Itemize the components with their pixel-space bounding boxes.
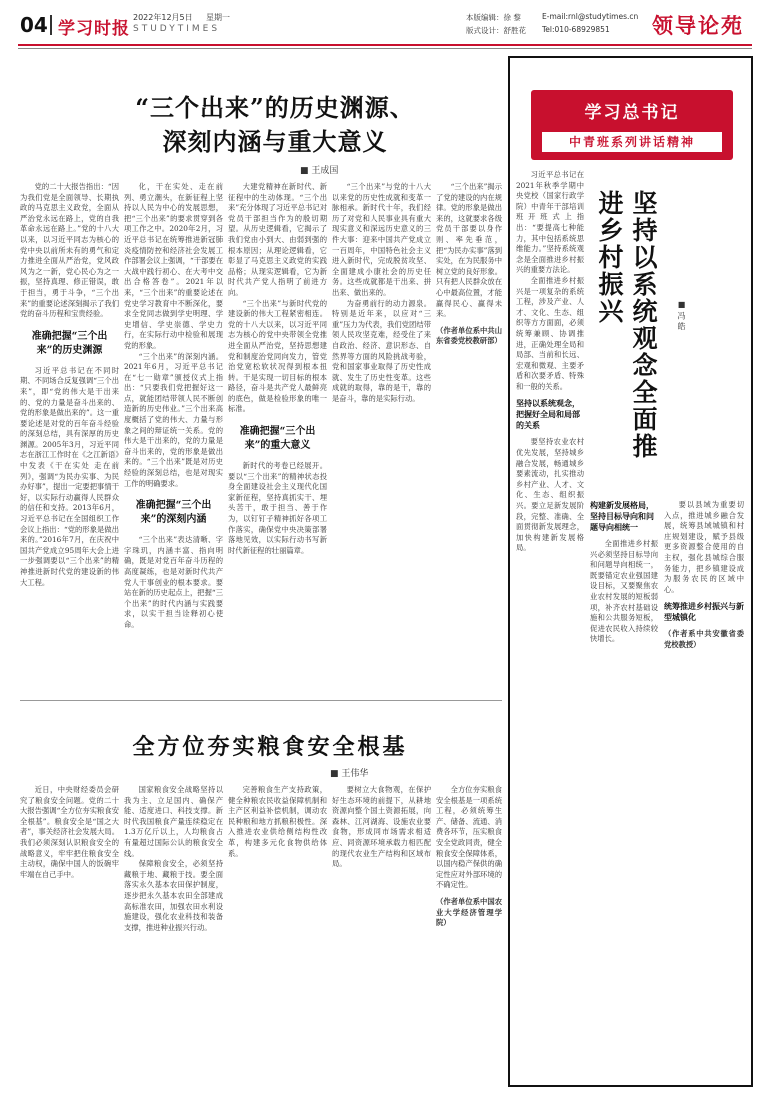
article2-paragraph: 近日，中央财经委员会研究了粮食安全问题。党的二十大报告强调“全方位夯实粮食安全根基”。粮食安全是“国之大者”，事关经济社会发展大局。我们必须深刻认识粮食安全的战略意义，牢牢把住粮食安全主动权，确保中国人的饭碗牢牢端在自己手中。	[20, 785, 119, 879]
sidebar-author	[676, 300, 687, 330]
article1-paragraph: 化，干在实处、走在前列、勇立潮头，在新征程上坚持以人民为中心的发展思想，把“三个出来”的要求贯穿到各项工作之中。2020年2月，习近平总书记在统筹推进新冠肺炎疫情防控和经济社会发展工作部署会议上强调，“干部要在大战中践行初心、在大考中交出合格答卷”。2021年以来，“三个出来”的重要论述在党史学习教育中不断深化，要求全党同志做到学史明理、学史增信、学史崇德、学史力行，在实际行动中检验和展现党的形象。	[124, 182, 223, 350]
article2-paragraph: 国家粮食安全战略坚持以我为主、立足国内、确保产能、适度进口、科技支撑。新时代我国粮食产量连续稳定在1.3万亿斤以上，人均粮食占有量超过国际公认的粮食安全线。	[124, 785, 223, 858]
article1-paragraph: “三个出来”表达清晰、字字珠玑，内涵丰富、指向明确，既是对党百年奋斗历程的高度凝练，也是对新时代共产党人干事创业的根本要求。要站在新的历史起点上，把握“三个出来”的时代内涵与实践要求，以实干担当诠释初心使命。	[124, 535, 223, 629]
article1-author	[300, 163, 338, 176]
sidebar-note: （作者系中共安徽省委党校教授）	[664, 629, 744, 649]
contact-email: E-mail:rnl@studytimes.cn	[542, 12, 639, 21]
editor-credit: 本版编辑：徐 黎	[466, 13, 521, 22]
article1-title-line1: “三个出来”的历史渊源、	[135, 93, 415, 122]
sidebar-col2	[590, 500, 658, 1075]
sidebar-paragraph: 习近平总书记在2021年秋季学期中央党校（国家行政学院）中青年干部培训班开班式上指出：“要提高七种能力，其中包括系统思维能力。”坚持系统观念是全面推进乡村振兴的重要方法论。	[516, 170, 584, 275]
article1-title-line2: 深刻内涵与重大意义	[162, 127, 388, 156]
sidebar-paragraph: 全面推进乡村振兴是一项复杂的系统工程，涉及产业、人才、文化、生态、组织等方方面面，必须统筹兼顾、协调推进，正确处理全局和局部、当前和长远、宏观和微观、主要矛盾和次要矛盾、特殊和一般的关系。	[516, 275, 584, 391]
author-mark-icon: ■	[677, 300, 686, 309]
sidebar-paragraph: 要以县域为重要切入点，推进城乡融合发展，统筹县域城镇和村庄规划建设，赋予县级更多资源整合使用的自主权，强化县城综合服务能力，把乡镇建设成为服务农民的区域中心。	[664, 500, 744, 594]
sidebar-paragraph: 全面推进乡村振兴必须坚持目标导向和问题导向相统一，既要锚定农业强国建设目标，又要聚焦农业农村发展的短板弱项，补齐农村基础设施和公共服务短板，促进农民收入持续较快增长。	[590, 539, 658, 644]
sidebar-subheading-1: 坚持以系统观念，把握好全局和局部的关系	[516, 398, 580, 431]
article1-paragraph: “三个出来”揭示了党的建设的内在规律。党的形象是做出来的，这就要求各级党员干部要以身作则、率先垂范，把“为民办实事”落到实处，在为民服务中树立党的良好形象。只有把人民群众放在心中最高位置，才能赢得民心、赢得未来。	[436, 182, 502, 319]
author-mark-icon: ■	[300, 166, 309, 176]
column-subtitle: 中青班系列讲话精神	[542, 132, 722, 152]
article1-author-name: 王成国	[311, 166, 339, 176]
article1-subheading-2: 准确把握“三个出来”的深刻内涵	[135, 500, 212, 526]
sidebar-subheading-3: 统筹推进乡村振兴与新型城镇化	[664, 601, 744, 623]
issue-date: 2022年12月5日	[133, 13, 193, 22]
article2-paragraph: 完善粮食生产支持政策，健全种粮农民收益保障机制和主产区利益补偿机制，调动农民种粮和地方抓粮积极性。深入推进农业供给侧结构性改革，构建多元化食物供给体系。	[228, 785, 327, 858]
paper-name: 学习时报	[58, 19, 130, 39]
article2-col3	[228, 785, 327, 1083]
header-rule-thin	[18, 48, 752, 49]
article1-paragraph: 大建党精神在新时代、新征程中的生动体现。“三个出来”充分体现了习近平总书记对党员干部担当作为的殷切期望。从历史逻辑看，它揭示了我们党由小到大、由弱到强的根本原因；从理论逻辑看，它彰显了马克思主义政党的实践品格；从现实逻辑看，它为新时代共产党人指明了前进方向。	[228, 182, 327, 297]
sidebar-col1	[516, 170, 584, 1075]
sidebar-subheading-2: 构建新发展格局，坚持目标导向和问题导向相统一	[590, 500, 654, 532]
article2-paragraph: 保障粮食安全，必须坚持藏粮于地、藏粮于技。要全面落实永久基本农田保护制度，逐步把永久基本农田全部建成高标准农田，加强农田水利设施建设，强化农业科技和装备支撑，推进种业振兴行动。	[124, 859, 223, 932]
sidebar-paragraph: 要坚持农业农村优先发展，坚持城乡融合发展，畅通城乡要素流动，扎实推动乡村产业、人才、文化、生态、组织振兴。要立足新发展阶段，完整、准确、全面贯彻新发展理念，加快构建新发展格局。	[516, 437, 584, 553]
article1-paragraph: 为奋勇前行的动力源泉。特别是近年来，以应对“三重”压力为代表，我们党团结带领人民攻坚克难，经受住了来自政治、经济、意识形态、自然界等方面的风险挑战考验，党和国家事业取得了历史性成就、发生了历史性变革。这些成就的取得，靠的是干，靠的是奋斗，靠的是实际行动。	[332, 298, 431, 403]
masthead-divider	[50, 15, 52, 35]
article1-paragraph: “三个出来”与新时代党的建设新的伟大工程紧密相连。党的十八大以来，以习近平同志为核心的党中央带领全党推进全面从严治党，坚持思想建党和制度治党同向发力，管党治党宽松软状况得到根本扭转。干是实现一切目标的根本路径，奋斗是共产党人最鲜亮的底色，做是检验形象的唯一标准。	[228, 298, 327, 414]
column-banner	[531, 90, 733, 160]
article2-col1	[20, 785, 119, 1083]
article2-paragraph: 全方位夯实粮食安全根基是一项系统工程，必须统筹生产、储备、流通、消费各环节，压实粮食安全党政同责，健全粮食安全保障体系，以国内稳产保供的确定性应对外部环境的不确定性。	[436, 785, 502, 890]
article1-paragraph: “三个出来”与党的十八大以来党的历史性成就和变革一脉相承。新时代十年，我们经历了对党和人民事业具有重大现实意义和深远历史意义的三件大事：迎来中国共产党成立一百周年，中国特色社会主义进入新时代，完成脱贫攻坚、全面建成小康社会的历史任务。这些成就都是干出来、拼出来、做出来的。	[332, 182, 431, 297]
article2-col2	[124, 785, 223, 1083]
article1-paragraph: 党的二十大报告指出：“因为我们党是全面领导、长期执政的马克思主义政党，全面从严治党永远在路上，党的自我革命永远在路上。”党的十八大以来，以习近平同志为核心的党中央以前所未有的勇气和定力推进全面从严治党，党风政风为之一新，党心民心为之一振，坚持真理、修正错误，敢于担当，勇于斗争，“三个出来”的重要论述深刻揭示了我们党的奋斗历程和宝贵经验。	[20, 182, 119, 319]
page-number: 04	[20, 13, 48, 37]
article2-col5	[436, 785, 502, 1083]
article2-title: 全方位夯实粮食安全根基	[132, 734, 408, 760]
article1-paragraph: 新时代的考卷已经展开。要以“三个出来”的精神状态投身全面建设社会主义现代化国家新征程，坚持真抓实干、埋头苦干，敢于担当、善于作为，以钉钉子精神抓好各项工作落实，确保党中央决策部署落地见效，以实际行动书写新时代新征程的壮丽篇章。	[228, 461, 327, 555]
article1-col4	[332, 182, 431, 692]
sidebar-author-name: 冯 皓	[677, 311, 686, 331]
article2-author-name: 王伟华	[341, 769, 369, 779]
article2-author	[330, 766, 368, 779]
issue-weekday: 星期一	[206, 13, 230, 22]
author-mark-icon: ■	[330, 769, 339, 779]
sidebar-col3	[664, 500, 744, 1075]
article1-paragraph: “三个出来”的深刻内涵。2021年6月，习近平总书记在“七一勋章”颁授仪式上指出：“只要我们党把握好这一点，就能团结带领人民不断创造新的历史伟业。”三个出来高度概括了党的伟大、力量与形象之间的辩证统一关系。党的伟大是干出来的，党的力量是奋斗出来的，党的形象是做出来的。“三个出来”既是对历史经验的深刻总结，也是对现实工作的明确要求。	[124, 351, 223, 488]
contact-tel: Tel:010-68929851	[542, 25, 610, 34]
article1-col2	[124, 182, 223, 692]
article2-paragraph: 要树立大食物观，在保护好生态环境的前提下，从耕地资源向整个国土资源拓展，向森林、江河湖海、设施农业要食物，形成同市场需求相适应、同资源环境承载力相匹配的现代农业生产结构和区域布局。	[332, 785, 431, 869]
designer-credit: 版式设计：舒胜花	[466, 26, 526, 35]
article1-col1	[20, 182, 119, 692]
article1-col3	[228, 182, 327, 692]
article1-paragraph: 习近平总书记在不同时期、不同场合反复强调“三个出来”，即“党的伟大是干出来的、党的力量是奋斗出来的、党的形象是做出来的”。这一重要论述是对党的百年奋斗经验的深刻总结，具有深厚的历史渊源。2005年3月，习近平同志在浙江工作时在《之江新语》中发表《干在实处 走在前列》，强调“为民办实事、为民办好事”，提出一定要把事情干好，以实际行动赢得人民群众的信任和支持。2013年6月，习近平总书记在全国组织工作会议上指出：“党的形象是做出来的。”2016年7月，在庆祝中国共产党成立95周年大会上进一步强调要以“三个出来”的精神推进新时代党的建设新的伟大工程。	[20, 365, 119, 587]
article1-subheading-1: 准确把握“三个出来”的历史渊源	[31, 330, 108, 356]
sidebar-main-title: 坚持以系统观念全面推进乡村振兴	[595, 190, 658, 460]
paper-name-en: STUDYTIMES	[133, 24, 221, 34]
section-name: 领导论苑	[652, 14, 744, 38]
article-divider	[20, 700, 502, 701]
header-rule	[18, 44, 752, 46]
article2-col4	[332, 785, 431, 1083]
article1-note: （作者单位系中共山东省委党校教研部）	[436, 325, 502, 346]
column-title: 学习总书记	[584, 103, 680, 123]
article2-note: （作者单位系中国农业大学经济管理学院）	[436, 896, 502, 928]
article1-col5	[436, 182, 502, 692]
article1-subheading-3: 准确把握“三个出来”的重大意义	[239, 426, 316, 452]
